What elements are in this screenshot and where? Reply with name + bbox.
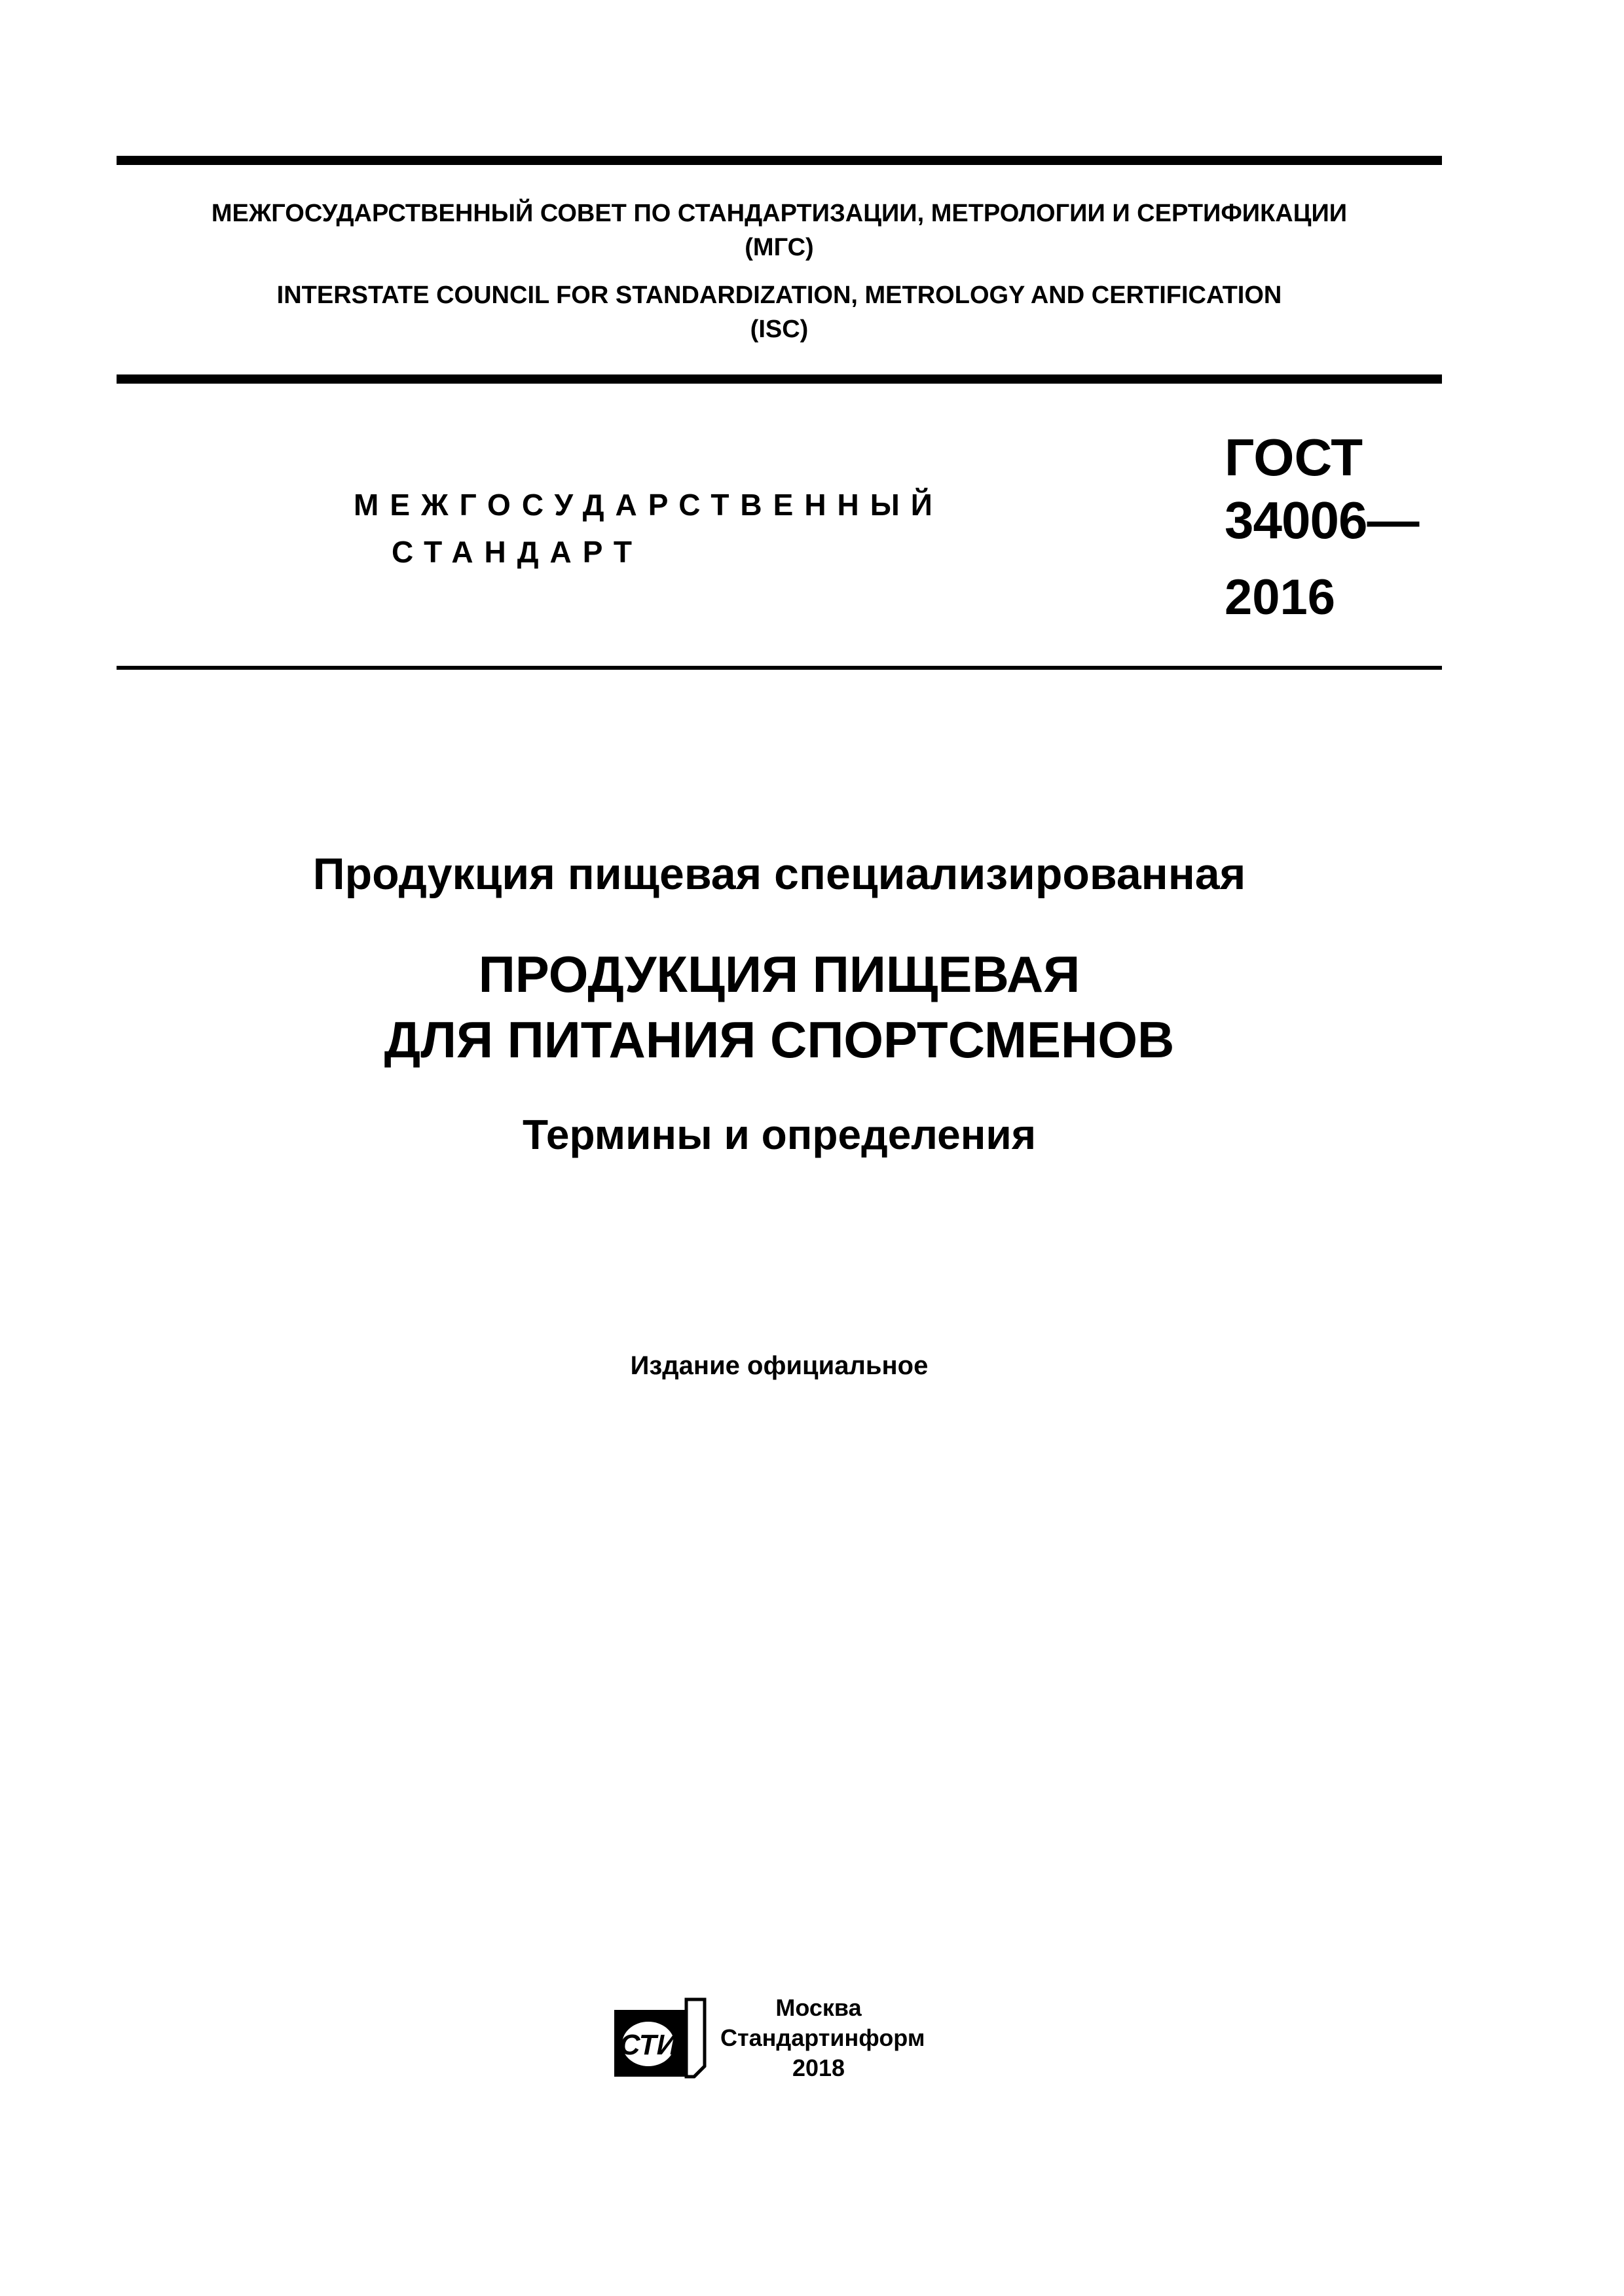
svg-text:СТИ: СТИ (619, 2029, 678, 2061)
gost-year: 2016 (1225, 570, 1336, 625)
council-abbr-en: (ISC) (750, 316, 809, 343)
standard-type (354, 481, 944, 575)
publisher-logo-icon (609, 1997, 707, 2082)
edition-label: Издание официальное (630, 1351, 929, 1380)
publisher-city: Москва (775, 1994, 862, 2021)
publisher-info (720, 1993, 925, 2083)
gost-label: ГОСТ (1225, 428, 1363, 486)
bottom-rule (117, 666, 1442, 670)
council-abbr-ru: (МГС) (745, 234, 814, 261)
council-name-ru: МЕЖГОСУДАРСТВЕННЫЙ СОВЕТ ПО СТАНДАРТИЗАЦИИ, МЕТРОЛОГИИ И СЕРТИФИКАЦИИ (211, 200, 1348, 227)
title-main-line-1: ПРОДУКЦИЯ ПИЩЕВАЯ (478, 945, 1080, 1003)
middle-rule (117, 374, 1442, 384)
title-subtitle: Термины и определения (522, 1111, 1037, 1158)
title-group: Продукция пищевая специализированная (312, 849, 1246, 899)
standard-type-line-1: МЕЖГОСУДАРСТВЕННЫЙ (354, 488, 944, 522)
gost-number: 34006— (1225, 491, 1419, 549)
publisher-year: 2018 (792, 2054, 845, 2081)
council-name-en: INTERSTATE COUNCIL FOR STANDARDIZATION, METROLOGY AND CERTIFICATION (276, 282, 1282, 309)
publisher-name: Стандартинформ (720, 2024, 925, 2051)
title-main-line-2: ДЛЯ ПИТАНИЯ СПОРТСМЕНОВ (384, 1011, 1175, 1068)
top-rule (117, 156, 1442, 165)
standard-type-line-2: СТАНДАРТ (392, 535, 643, 569)
